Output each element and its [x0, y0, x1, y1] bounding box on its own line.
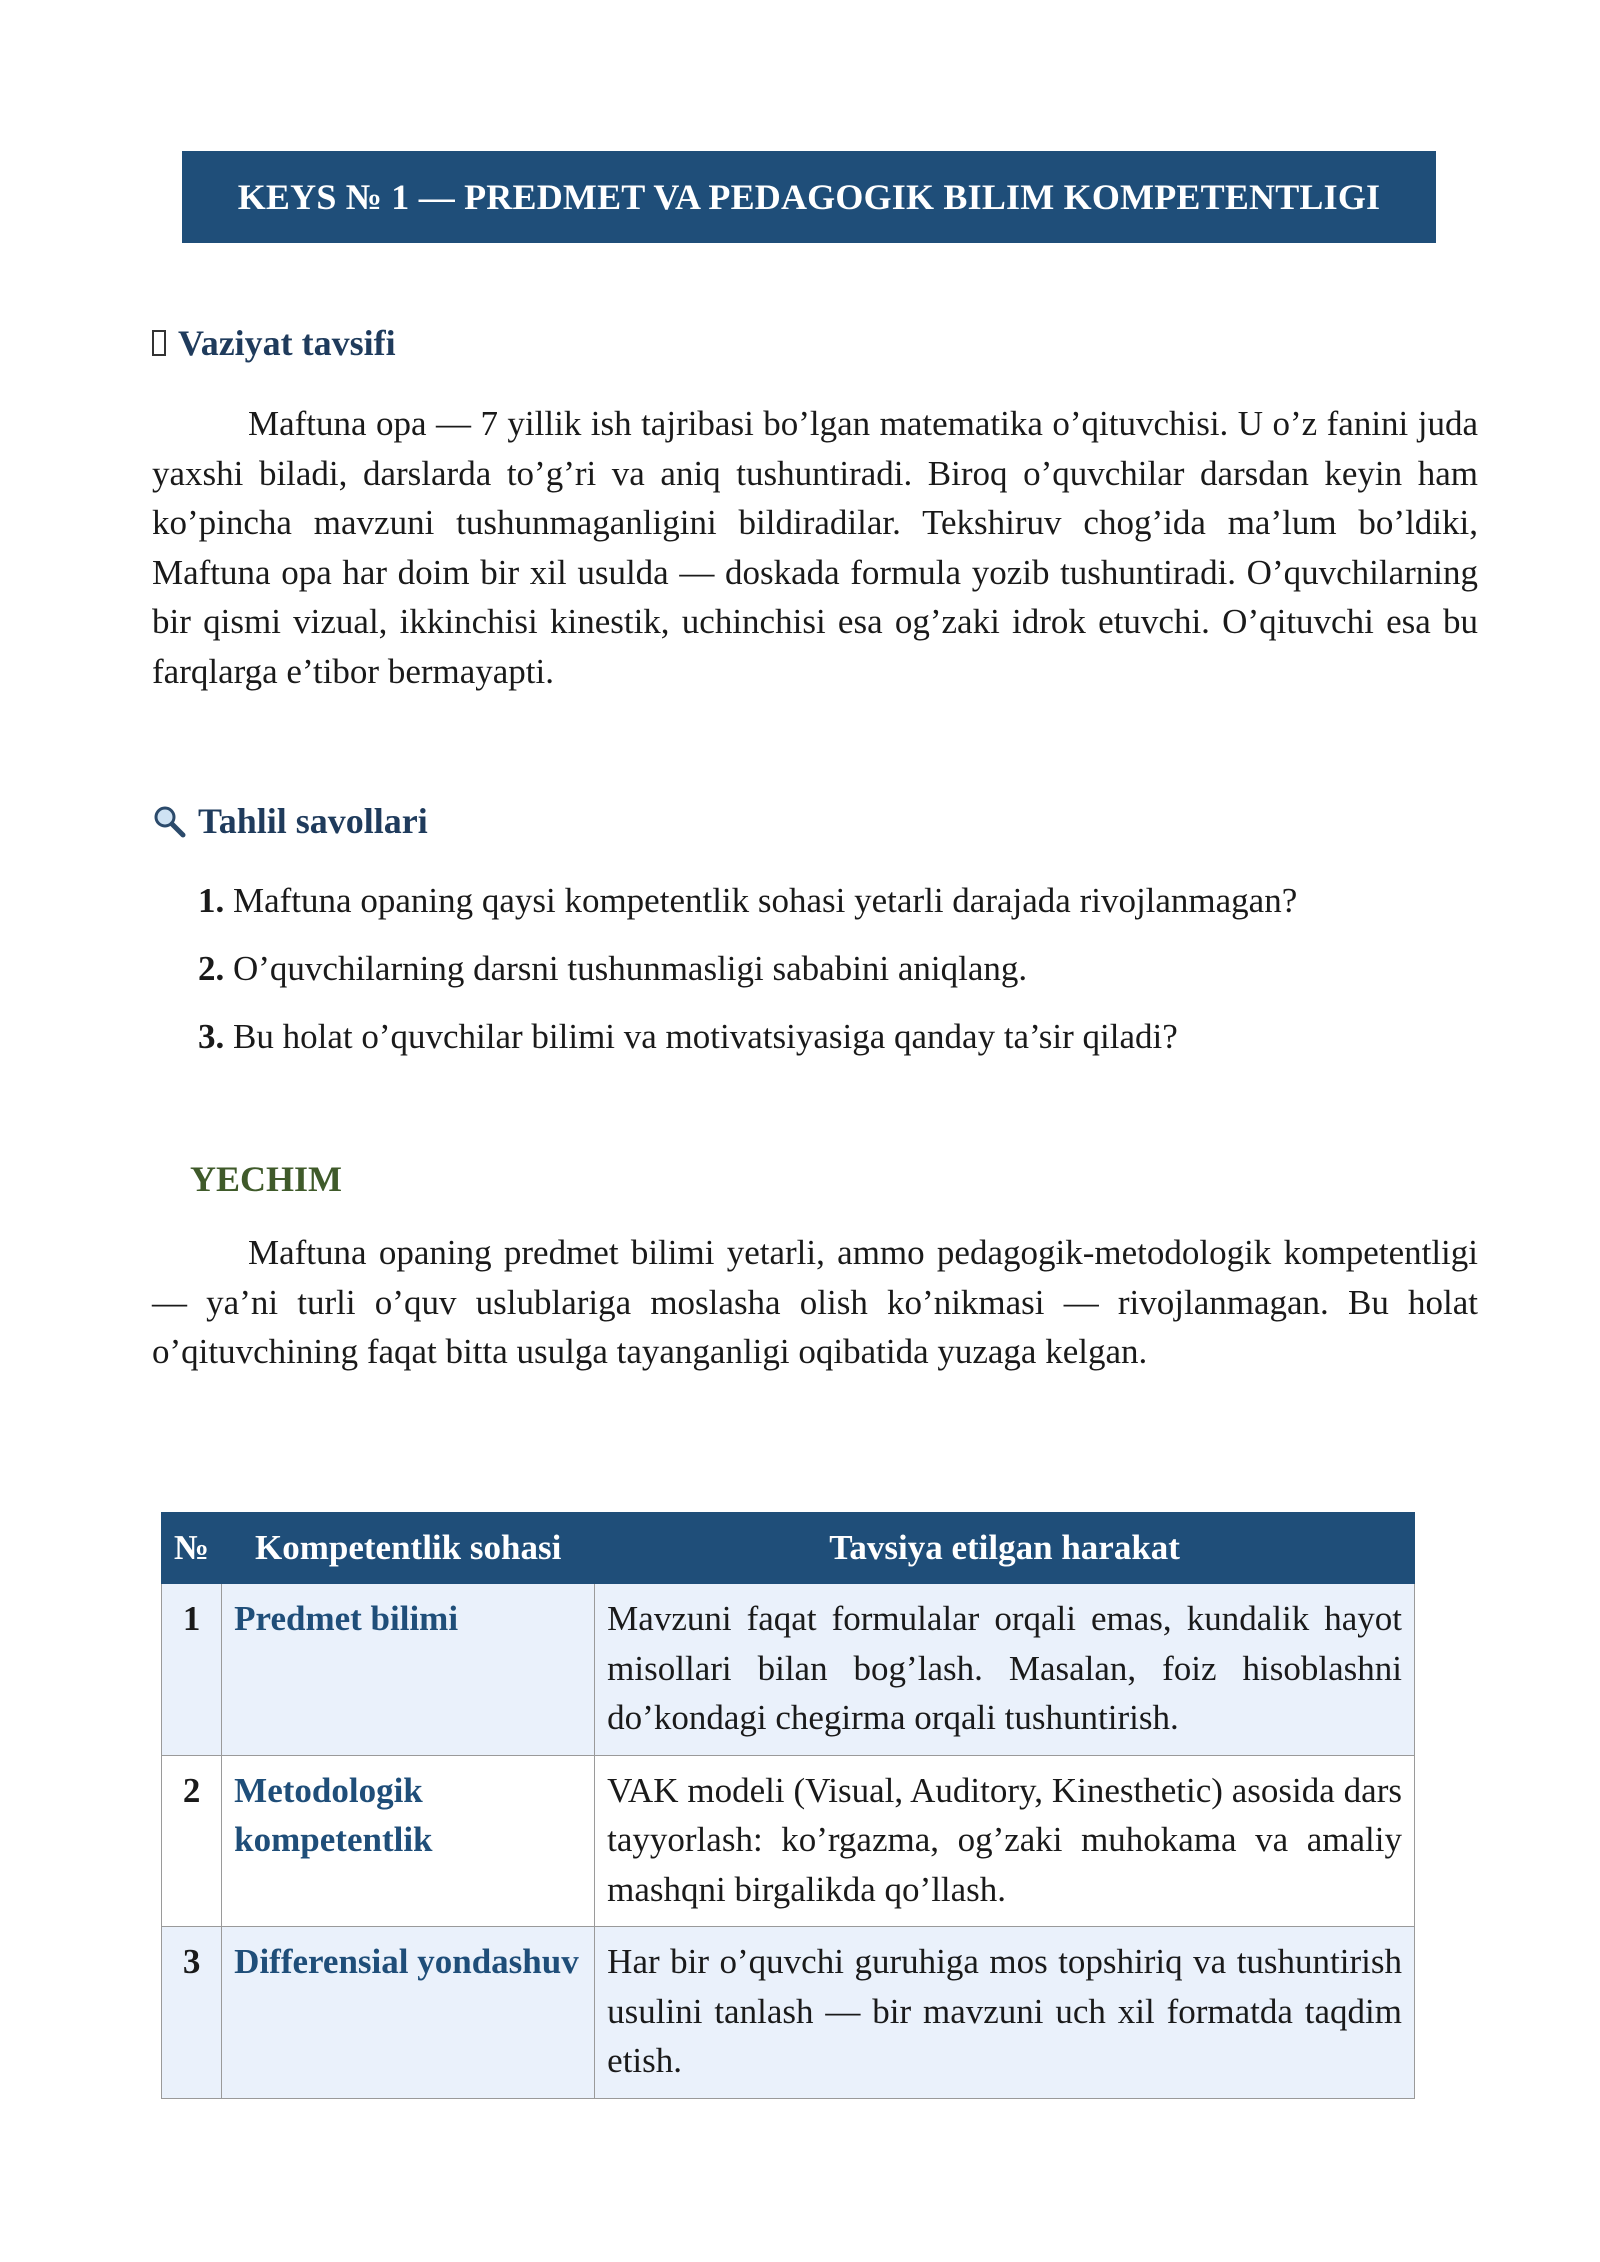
questions-list: [198, 876, 1448, 1080]
table-row: [162, 1927, 1415, 2099]
table-header-row: [162, 1513, 1415, 1584]
column-header-action: Tavsiya etilgan harakat: [595, 1513, 1415, 1584]
question-number: 2.: [198, 949, 225, 988]
question-number: 1.: [198, 881, 225, 920]
situation-heading: [152, 322, 396, 364]
solution-heading: [190, 1158, 342, 1200]
row-number: 1: [162, 1584, 222, 1756]
row-number: 2: [162, 1755, 222, 1927]
row-area: Metodologik kompetentlik: [222, 1755, 595, 1927]
row-action: Har bir o’quvchi guruhiga mos topshiriq va tushuntirish usulini tanlash — bir mavzuni uch xil formatda taqdim etish.: [595, 1927, 1415, 2099]
column-header-number: №: [162, 1513, 222, 1584]
magnifier-icon: [152, 804, 186, 838]
row-number: 3: [162, 1927, 222, 2099]
question-text: Maftuna opaning qaysi kompetentlik sohasi yetarli darajada rivojlanmagan?: [233, 881, 1298, 920]
situation-heading-label: Vaziyat tavsifi: [178, 323, 396, 363]
solution-heading-label: YECHIM: [190, 1159, 342, 1199]
title-banner: [182, 151, 1436, 243]
question-text: Bu holat o’quvchilar bilimi va motivatsiyasiga qanday ta’sir qiladi?: [233, 1017, 1178, 1056]
table-row: [162, 1755, 1415, 1927]
list-item: [198, 944, 1448, 1012]
column-header-area: Kompetentlik sohasi: [222, 1513, 595, 1584]
question-number: 3.: [198, 1017, 225, 1056]
question-text: O’quvchilarning darsni tushunmasligi sababini aniqlang.: [233, 949, 1028, 988]
row-area: Differensial yondashuv: [222, 1927, 595, 2099]
row-area: Predmet bilimi: [222, 1584, 595, 1756]
list-item: [198, 876, 1448, 944]
analysis-heading-label: Tahlil savollari: [198, 801, 428, 841]
row-action: VAK modeli (Visual, Auditory, Kinesthetic) asosida dars tayyorlash: ko’rgazma, og’zaki muhokama va amaliy mashqni birgalikda qo’llash.: [595, 1755, 1415, 1927]
solution-text: Maftuna opaning predmet bilimi yetarli, ammo pedagogik-metodologik kompetentligi — ya’ni turli o’quv uslublariga moslasha olish ko’nikmasi — rivojlanmagan. Bu holat o’qituvchining faqat bitta usulga tayanganligi oqibatida yuzaga kelgan.: [152, 1233, 1478, 1371]
analysis-heading: [152, 800, 428, 842]
row-action: Mavzuni faqat formulalar orqali emas, kundalik hayot misollari bilan bog’lash. Masalan, foiz hisoblashni do’kondagi chegirma orqali tushuntirish.: [595, 1584, 1415, 1756]
table-row: [162, 1584, 1415, 1756]
list-item: [198, 1012, 1448, 1080]
competency-table: [161, 1512, 1415, 2099]
page-title: KEYS № 1 — PREDMET VA PEDAGOGIK BILIM KOMPETENTLIGI: [237, 177, 1381, 217]
situation-text: Maftuna opa — 7 yillik ish tajribasi bo’lgan matematika o’qituvchisi. U o’z fanini juda yaxshi biladi, darslarda to’g’ri va aniq tushuntiradi. Biroq o’quvchilar darsdan keyin ham ko’pincha mavzuni tushunmaganligini bildiradilar. Tekshiruv chog’ida ma’lum bo’ldiki, Maftuna opa har doim bir xil usulda — doskada formula yozib tushuntiradi. O’quvchilarning bir qismi vizual, ikkinchisi kinestik, uchinchisi esa og’zaki idrok etuvchi. O’qituvchi esa bu farqlarga e’tibor bermayapti.: [152, 404, 1478, 691]
box-icon: [152, 330, 166, 356]
